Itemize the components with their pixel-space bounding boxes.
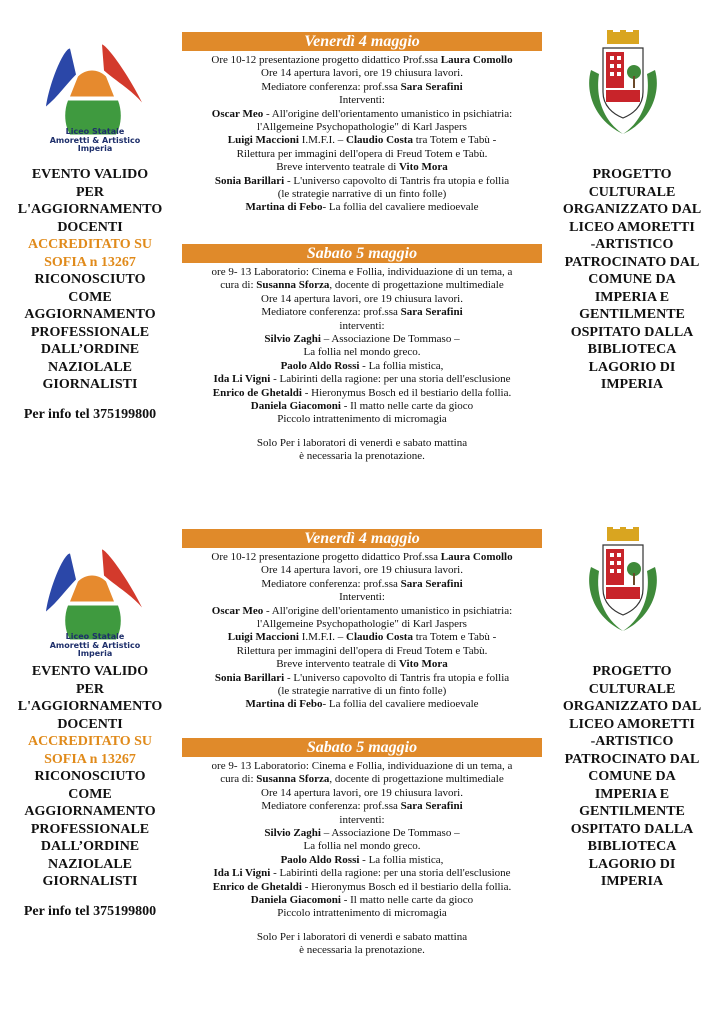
program-saturday [182,738,542,958]
friday-program-text: Ore 10-12 presentazione progetto didattico Prof.ssa Laura Comollo Ore 14 apertura lavori, ore 19 chiusura lavori. Mediatore conferenza: prof.ssa Sara Serafini Interventi: Oscar Meo - All'origine dell'orientamento umanistico in psichiatria: l'Allgemeine Psychopathologie" di Karl Jaspers Luigi Maccioni I.M.F.I. – Claudio Costa tra Totem e Tabù - Rilettura per immagini dell'opera di Freud Totem e Tabù. Breve intervento teatrale di Vito Mora Sonia Barillari - L'universo capovolto di Tantris fra utopia e follia (le strategie narrative di un finto folle) Martina di Febo- La follia del cavaliere medioevale [211,551,513,711]
accreditation-text: EVENTO VALIDO PER L'AGGIORNAMENTO DOCENTI ACCREDITATO SU SOFIA n 13267 RICONOSCIUTO COME AGGIORNAMENTO PROFESSIONALE DALL’ORDINE NAZIOLALE GIORNALISTI Per info tel 375199800 [10,663,170,920]
program-friday [182,529,542,712]
organizer-text: PROGETTO CULTURALE ORGANIZZATO DAL LICEO AMORETTI -ARTISTICO PATROCINATO DAL COMUNE DA IMPERIA E GENTILMENTE OSPITATO DALLA BIBLIOTECA LAGORIO DI IMPERIA [562,664,702,889]
friday-program-text: Ore 10-12 presentazione progetto didattico Prof.ssa Laura Comollo Ore 14 apertura lavori, ore 19 chiusura lavori. Mediatore conferenza: prof.ssa Sara Serafini Interventi: Oscar Meo - All'origine dell'orientamento umanistico in psichiatria: l'Allgemeine Psychopathologie" di Karl Jaspers Luigi Maccioni I.M.F.I. – Claudio Costa tra Totem e Tabù - Rilettura per immagini dell'opera di Freud Totem e Tabù. Breve intervento teatrale di Vito Mora Sonia Barillari - L'universo capovolto di Tantris fra utopia e follia (le strategie narrative di un finto folle) Martina di Febo- La follia del cavaliere medioevale [211,54,513,214]
school-logo-icon [40,28,150,153]
info-phone: Per info tel 375199800 [23,903,157,919]
school-logo-icon [40,533,150,658]
saturday-banner: Sabato 5 maggio [182,244,542,263]
accreditation-text: EVENTO VALIDO PER L'AGGIORNAMENTO DOCENTI ACCREDITATO SU SOFIA n 13267 RICONOSCIUTO COME AGGIORNAMENTO PROFESSIONALE DALL’ORDINE NAZIOLALE GIORNALISTI Per info tel 375199800 [10,166,170,423]
program-saturday [182,244,542,464]
friday-banner: Venerdì 4 maggio [182,529,542,548]
saturday-program-text: ore 9- 13 Laboratorio: Cinema e Follia, individuazione di un tema, a cura di: Susanna Sforza, docente di progettazione multimediale Ore 14 apertura lavori, ore 19 chiusura lavori. Mediatore conferenza: prof.ssa Sara Serafini interventi: Silvio Zaghi – Associazione De Tommaso – La follia nel mondo greco. Paolo Aldo Rossi - La follia mistica, Ida Li Vigni - Labirinti della ragione: per una storia dell'esclusione Enrico de Ghetaldi - Hieronymus Bosch ed il bestiario della follia. Daniela Giacomoni - Il matto nelle carte da gioco Piccolo intrattenimento di micromagia [211,760,513,920]
saturday-banner: Sabato 5 maggio [182,738,542,757]
coat-of-arms-icon [577,30,669,142]
school-logo-text: Liceo Statale Amoretti & Artistico Imperia [49,127,141,153]
flyer-bottom [0,505,724,1005]
flyer-top [0,0,724,500]
school-logo-text: Liceo Statale Amoretti & Artistico Imperia [49,632,141,658]
organizer-text: PROGETTO CULTURALE ORGANIZZATO DAL LICEO AMORETTI -ARTISTICO PATROCINATO DAL COMUNE DA IMPERIA E GENTILMENTE OSPITATO DALLA BIBLIOTECA LAGORIO DI IMPERIA [562,167,702,392]
program-friday [182,32,542,215]
booking-note: Solo Per i laboratori di venerdì e sabato mattina è necessaria la prenotazione. [256,930,468,957]
booking-note: Solo Per i laboratori di venerdì e sabato mattina è necessaria la prenotazione. [256,436,468,463]
coat-of-arms-icon [577,527,669,639]
saturday-program-text: ore 9- 13 Laboratorio: Cinema e Follia, individuazione di un tema, a cura di: Susanna Sforza, docente di progettazione multimediale Ore 14 apertura lavori, ore 19 chiusura lavori. Mediatore conferenza: prof.ssa Sara Serafini interventi: Silvio Zaghi – Associazione De Tommaso – La follia nel mondo greco. Paolo Aldo Rossi - La follia mistica, Ida Li Vigni - Labirinti della ragione: per una storia dell'esclusione Enrico de Ghetaldi - Hieronymus Bosch ed il bestiario della follia. Daniela Giacomoni - Il matto nelle carte da gioco Piccolo intrattenimento di micromagia [211,266,513,426]
info-phone: Per info tel 375199800 [23,406,157,422]
friday-banner: Venerdì 4 maggio [182,32,542,51]
